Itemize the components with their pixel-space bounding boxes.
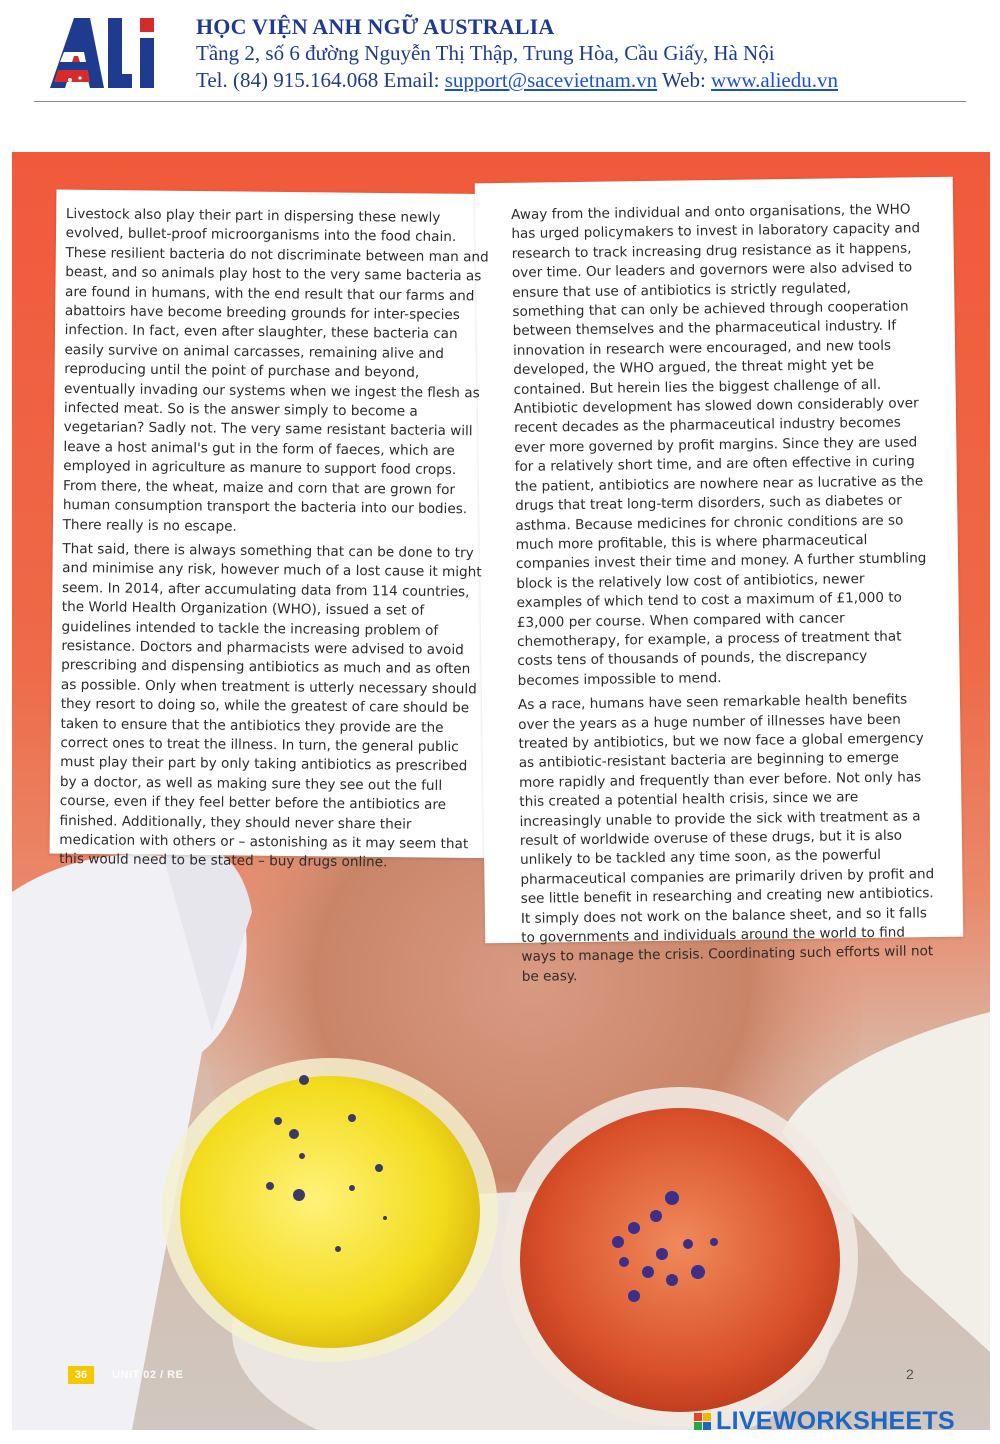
header-divider [34, 101, 966, 102]
article-paragraph: That said, there is always something that can be done to try and minimise any risk, however much of a lost cause it might seem. In 2014, after accumulating data from 114 countries, the World Health Organization (WHO), issued a set of guidelines intended to tackle the increasing problem of resistance. Doctors and pharmacists were advised to avoid prescribing and dispensing antibiotics as much and as often as possible. Only when treatment is utterly necessary should they resort to doing so, while the greatest of care should be taken to ensure that the antibiotics they provide are the correct ones to treat the illness. In turn, the general public must play their part by only taking antibiotics as prescribed by a doctor, as well as making sure they see out the full course, even if they feel better before the antibiotics are finished. Additionally, they should never share their medication with others or – astonishing as it may seem that this would need to be stated – buy drugs online. [59, 540, 482, 871]
article-paragraph: As a race, humans have seen remarkable health benefits over the years as a huge number of illnesses have been treated by antibiotics, but we now face a global emergency as antibiotic-resistant bacteria are beginning to emerge more rapidly and frequently than ever before. Not only has this created a potential health crisis, since we are increasingly unable to provide the sick with treatment as a result of worldwide overuse of these drugs, but it is also unlikely to be tackled any time soon, as the powerful pharmaceutical companies are primarily driven by profit and see little benefit in researching and creating new antibiotics. It simply does not work on the balance sheet, and so it falls to governments and individuals around the world to find ways to manage the crisis. Coordinating such efforts will not be easy. [517, 691, 935, 985]
liveworksheets-brand[interactable] [694, 1404, 955, 1438]
email-link[interactable]: support@sacevietnam.vn [444, 68, 658, 92]
liveworksheets-logo-icon [694, 1413, 711, 1430]
contact-line [196, 67, 838, 94]
ali-logo [44, 12, 166, 92]
article-paragraph: Away from the individual and onto organisations, the WHO has urged policymakers to invest in laboratory capacity and research to track increasing drug resistance as it happens, over time. Our leaders and governors were also advised to ensure that use of antibiotics is strictly regulated, something that can only be achieved through cooperation between themselves and the pharmaceutical industry. If innovation in research were encouraged, and new tools developed, the WHO argued, the threat might yet be contained. But herein lies the biggest challenge of all. Antibiotic development has slowed down considerably over recent decades as the pharmaceutical industry becomes ever more governed by profit margins. Since they are used for a relatively short time, and are often effective in curing the patient, antibiotics are nowhere near as lucrative as the drugs that treat long-term disorders, such as diabetes or asthma. Because medicines for chronic conditions are so much more profitable, this is where pharmaceutical companies invest their time and money. A further stumbling block is the relatively low cost of antibiotics, newer examples of which tend to cost a maximum of £1,000 to £3,000 per course. When compared with cancer chemotherapy, for example, a process of treatment that costs tens of thousands of pounds, the discrepancy becomes impossible to mend. [511, 201, 927, 689]
sheet-page-number: 2 [906, 1366, 914, 1382]
tel-label: Tel. (84) 915.164.068 Email: [196, 68, 445, 92]
institute-name: HỌC VIỆN ANH NGỮ AUSTRALIA [196, 14, 555, 39]
article-paragraph: Livestock also play their part in dispersing these newly evolved, bullet-proof microorganisms into the food chain. These resilient bacteria do not discriminate between man and beast, and so animals play host to the very same bacteria as are found in humans, with the end result that our farms and abattoirs have become breeding grounds for inter-species infection. In fact, even after slaughter, these bacteria can easily survive on animal carcasses, remaining alive and reproducing until the point of purchase and beyond, eventually invading our systems when we ingest the flesh as infected meat. So is the answer simply to become a vegetarian? Sadly not. The very same resistant bacteria will leave a host animal's gut in the form of faeces, which are employed in agriculture as manure to support food crops. From there, the wheat, maize and corn that are grown for human consumption transport the bacteria into our bodies. There really is no escape. [62, 205, 489, 535]
magazine-page-number: 36 [68, 1366, 94, 1384]
letterhead [0, 0, 1000, 104]
web-label: Web: [657, 68, 712, 92]
article-column-left [59, 205, 494, 879]
article-column-right [511, 200, 936, 992]
magazine-page-footer [68, 1365, 183, 1385]
institute-address: Tầng 2, số 6 đường Nguyễn Thị Thập, Trung Hòa, Cầu Giấy, Hà Nội [196, 41, 775, 65]
institute-info [196, 14, 838, 94]
unit-label: UNIT 02 / RE [112, 1369, 184, 1381]
website-link[interactable]: www.aliedu.vn [711, 68, 838, 92]
liveworksheets-wordmark: LIVEWORKSHEETS [716, 1406, 955, 1435]
